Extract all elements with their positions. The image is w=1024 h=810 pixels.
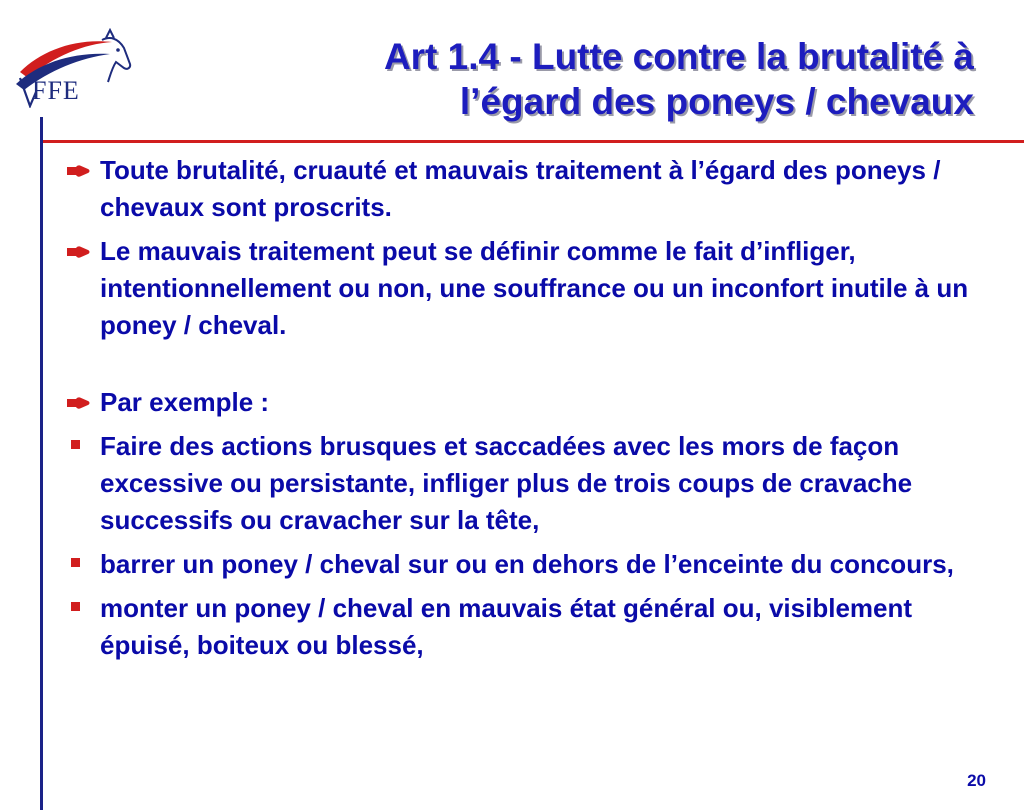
pointing-hand-icon <box>62 233 94 270</box>
pointing-hand-icon <box>62 152 94 189</box>
page-number: 20 <box>967 771 986 790</box>
bullet-text: monter un poney / cheval en mauvais état général ou, visiblement épuisé, boiteux ou blessé, <box>100 593 913 660</box>
bullet-item-2 <box>62 233 992 344</box>
bullet-list <box>62 152 992 671</box>
bullet-item-1 <box>62 152 992 226</box>
bullet-text: barrer un poney / cheval sur ou en dehors de l’enceinte du concours, <box>100 549 954 579</box>
bullet-text: Toute brutalité, cruauté et mauvais traitement à l’égard des poneys / chevaux sont proscrits. <box>100 155 941 222</box>
square-bullet-icon <box>62 428 94 465</box>
pointing-hand-icon <box>62 384 94 421</box>
slide-title-line-1: Art 1.4 - Lutte contre la brutalité à <box>383 36 974 77</box>
slide-title-line-2: l’égard des poneys / chevaux <box>459 81 974 122</box>
slide-title <box>384 34 974 124</box>
bullet-item-4 <box>62 428 992 539</box>
bullet-item-5 <box>62 546 992 583</box>
bullet-text: Par exemple : <box>100 387 270 417</box>
square-bullet-icon <box>62 590 94 627</box>
left-margin-line <box>40 117 43 810</box>
logo-text: FFE <box>32 76 80 105</box>
bullet-text: Faire des actions brusques et saccadées avec les mors de façon excessive ou persistante, infliger plus de trois coups de cravache successifs ou cravacher sur la tête, <box>100 431 913 535</box>
square-bullet-icon <box>62 546 94 583</box>
bullet-item-6 <box>62 590 992 664</box>
bullet-text: Le mauvais traitement peut se définir comme le fait d’infliger, intentionnellement ou non, une souffrance ou un inconfort inutile à un poney / cheval. <box>100 236 969 340</box>
bullet-item-3 <box>62 384 992 421</box>
title-divider-line <box>40 140 1024 143</box>
